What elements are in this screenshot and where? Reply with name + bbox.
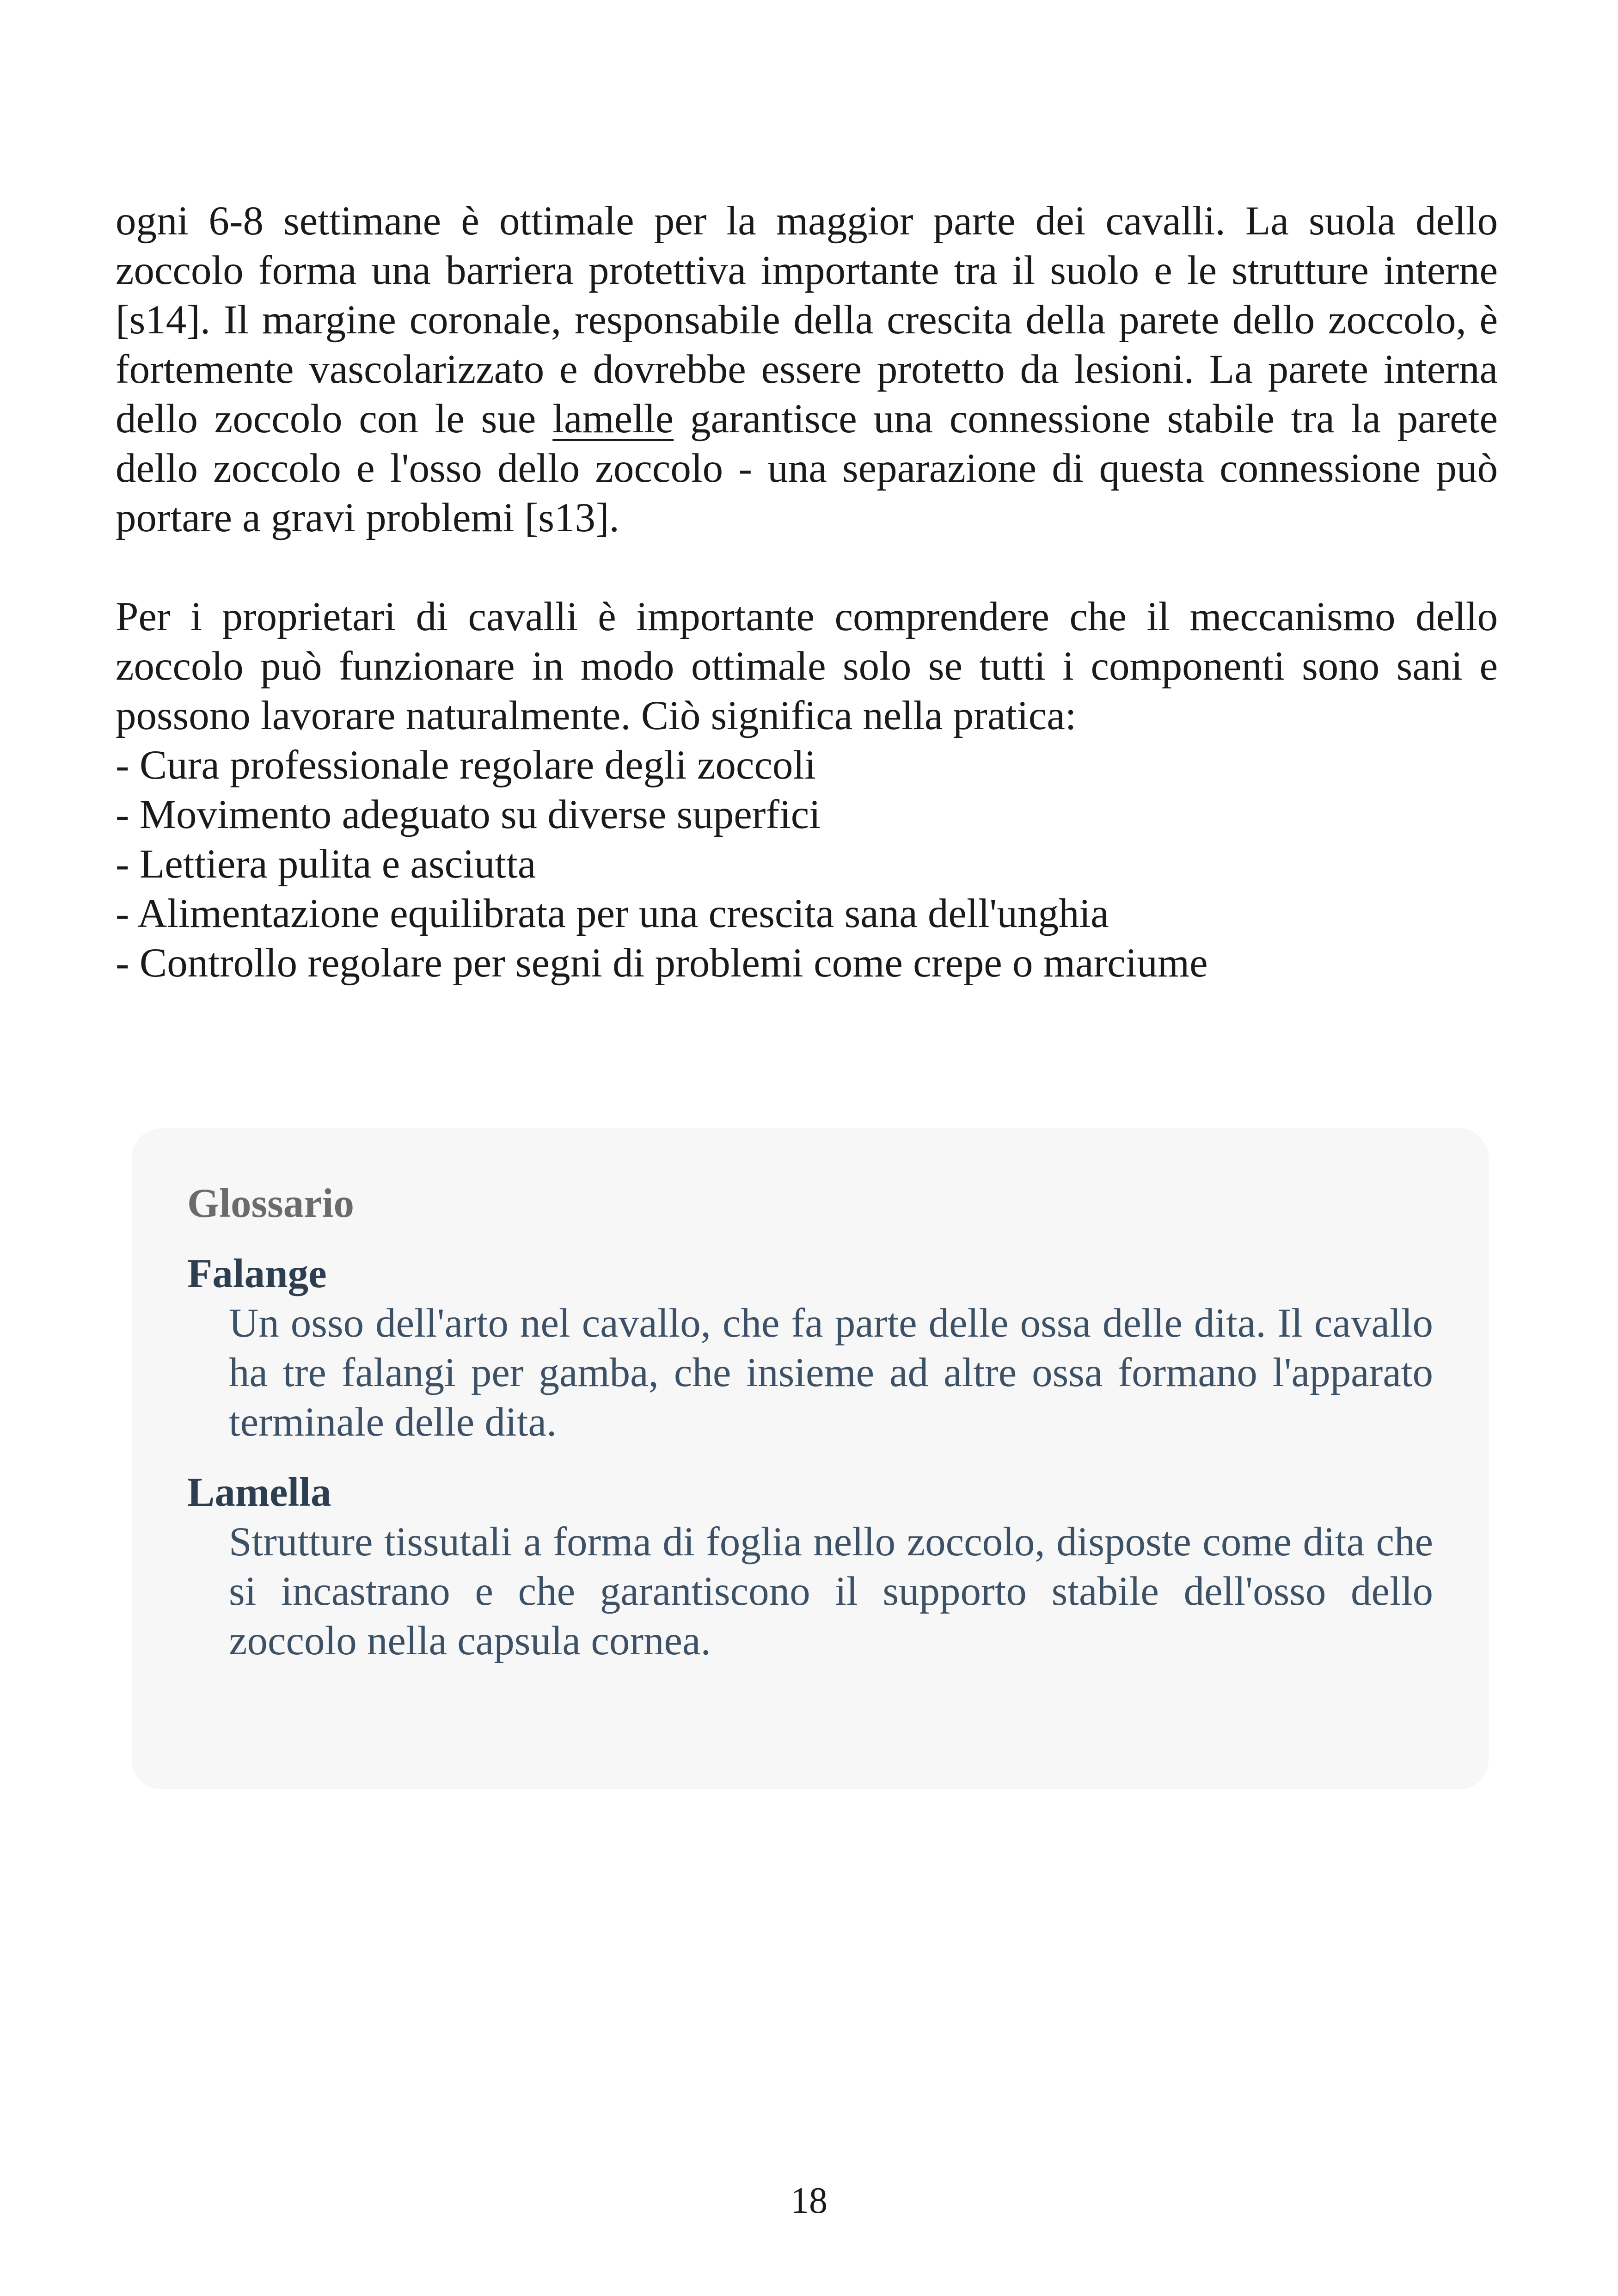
list-item: - Movimento adeguato su diverse superfici	[116, 792, 821, 837]
list-item: - Lettiera pulita e asciutta	[116, 841, 536, 887]
page-body	[116, 196, 1498, 988]
body-paragraph	[116, 196, 1498, 543]
glossary-definition: Un osso dell'arto nel cavallo, che fa parte delle ossa delle dita. Il cavallo ha tre falangi per gamba, che insieme ad altre ossa formano l'apparato terminale delle dita.	[229, 1301, 1433, 1445]
glossary-term: Lamella	[187, 1470, 331, 1515]
glossary-term: Falange	[187, 1251, 327, 1296]
list-item: - Alimentazione equilibrata per una crescita sana dell'unghia	[116, 891, 1109, 936]
paragraph-text: ogni 6-8 settimane è ottimale per la maggior parte dei cavalli. La suola dello zoccolo forma una barriera protettiva importante tra il suolo e le strutture interne [s14]. Il margine coronale, responsabile della crescita della parete dello zoccolo, è fortemente vascolarizzato e dovrebbe essere protetto da lesioni. La parete interna dello zoccolo con le sue	[116, 198, 1498, 442]
page-number: 18	[791, 2180, 827, 2221]
glossary-title: Glossario	[187, 1181, 354, 1226]
list-item: - Controllo regolare per segni di problemi come crepe o marciume	[116, 940, 1208, 986]
list-item: - Cura professionale regolare degli zoccoli	[116, 743, 816, 788]
paragraph-text: garantisce una connessione stabile tra la parete dello zoccolo e l'osso dello zoccolo - una separazione di questa connessione può portare a gravi problemi [s13].	[116, 396, 1498, 540]
body-paragraph: Per i proprietari di cavalli è importante comprendere che il meccanismo dello zoccolo può funzionare in modo ottimale solo se tutti i componenti sono sani e possono lavorare naturalmente. Ciò significa nella pratica:	[116, 594, 1498, 738]
care-list	[116, 741, 1498, 988]
glossary-definition: Strutture tissutali a forma di foglia nello zoccolo, disposte come dita che si incastrano e che garantiscono il supporto stabile dell'osso dello zoccolo nella capsula cornea.	[229, 1519, 1433, 1664]
glossary-box	[132, 1128, 1489, 1789]
lamelle-link[interactable]: lamelle	[552, 396, 674, 442]
